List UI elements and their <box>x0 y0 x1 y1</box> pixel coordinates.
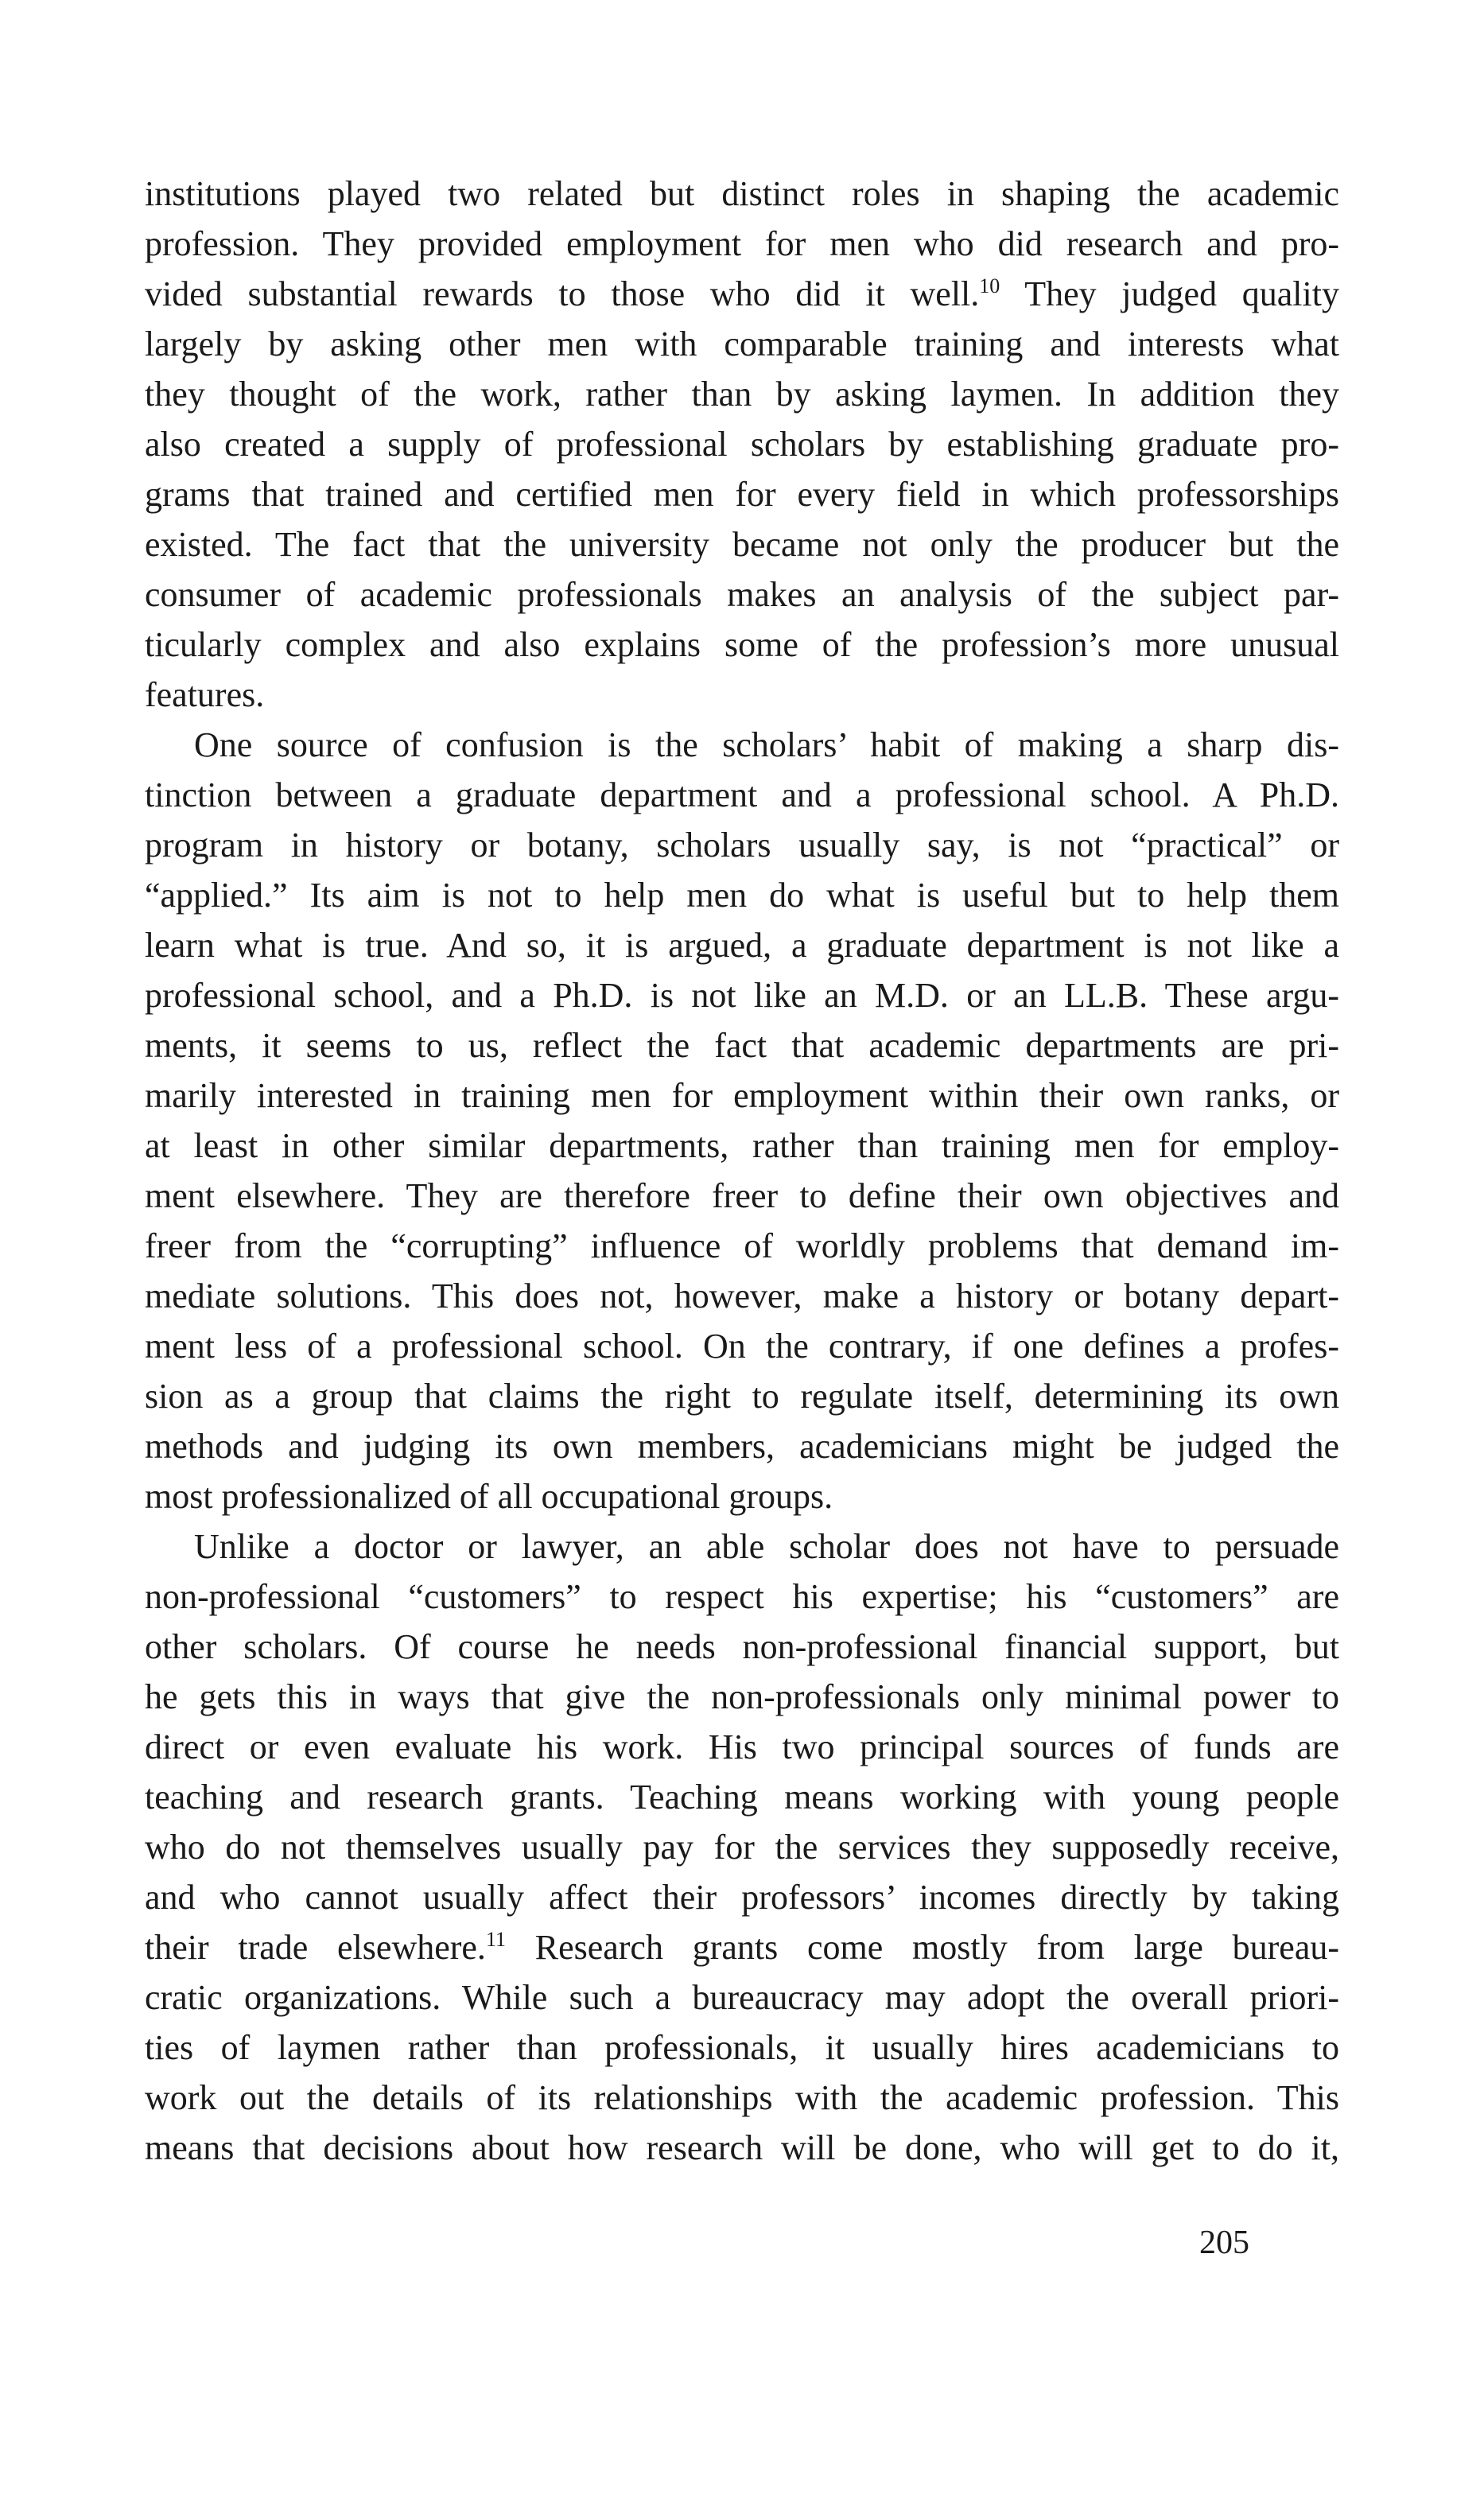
text-line: One source of confusion is the scholars’ habit of making a sharp dis- <box>194 725 1339 764</box>
text-line: consumer of academic professionals makes an analysis of the subject par- <box>145 575 1339 614</box>
footnote-marker: 11 <box>485 1928 506 1951</box>
text-line: freer from the “corrupting” influence of worldly problems that demand im- <box>145 1226 1339 1265</box>
text-line: mediate solutions. This does not, however, make a history or botany depart- <box>145 1276 1339 1315</box>
text-line: teaching and research grants. Teaching means working with young people <box>145 1778 1339 1817</box>
text-line: direct or even evaluate his work. His two principal sources of funds are <box>145 1727 1339 1766</box>
text-line: ments, it seems to us, reflect the fact that academic departments are pri- <box>145 1026 1339 1065</box>
text-line: Unlike a doctor or lawyer, an able scholar does not have to persuade <box>194 1527 1339 1566</box>
text-line: grams that trained and certified men for every field in which professorships <box>145 475 1339 514</box>
page-body <box>145 169 1339 2173</box>
text-line: other scholars. Of course he needs non-professional financial support, but <box>145 1627 1339 1666</box>
text-line <box>145 1922 1339 1972</box>
text-segment: their trade elsewhere. <box>145 1928 486 1967</box>
text-line: “applied.” Its aim is not to help men do what is useful but to help them <box>145 876 1339 915</box>
footnote-marker: 10 <box>979 274 1000 297</box>
text-segment: They judged quality <box>1000 274 1339 313</box>
page-number: 205 <box>1199 2225 1249 2261</box>
paragraph <box>145 1521 1339 2173</box>
text-line: learn what is true. And so, it is argued, a graduate department is not like a <box>145 926 1339 965</box>
text-line: sion as a group that claims the right to regulate itself, determining its own <box>145 1377 1339 1416</box>
text-line: features. <box>145 675 265 714</box>
text-line: also created a supply of professional scholars by establishing graduate pro- <box>145 425 1339 464</box>
text-segment: vided substantial rewards to those who did it well. <box>145 274 980 313</box>
paragraph <box>145 720 1339 1521</box>
text-line: cratic organizations. While such a bureaucracy may adopt the overall priori- <box>145 1978 1339 2017</box>
text-line: who do not themselves usually pay for the services they supposedly receive, <box>145 1828 1339 1867</box>
text-line: most professionalized of all occupational groups. <box>145 1477 833 1516</box>
text-line: tinction between a graduate department and a professional school. A Ph.D. <box>145 775 1339 814</box>
text-line: ment less of a professional school. On the contrary, if one defines a profes- <box>145 1327 1339 1366</box>
text-line: they thought of the work, rather than by asking laymen. In addition they <box>145 375 1339 414</box>
paragraph <box>145 169 1339 720</box>
text-line: marily interested in training men for employment within their own ranks, or <box>145 1076 1339 1115</box>
text-line: institutions played two related but distinct roles in shaping the academic <box>145 174 1339 213</box>
text-line: ties of laymen rather than professionals, it usually hires academicians to <box>145 2028 1339 2067</box>
text-line: professional school, and a Ph.D. is not like an M.D. or an LL.B. These argu- <box>145 976 1339 1015</box>
text-line: largely by asking other men with comparable training and interests what <box>145 324 1339 363</box>
text-line: existed. The fact that the university became not only the producer but the <box>145 525 1339 564</box>
text-segment: Research grants come mostly from large bureau- <box>505 1928 1339 1967</box>
text-line: at least in other similar departments, rather than training men for employ- <box>145 1126 1339 1165</box>
text-line <box>145 269 1339 319</box>
text-line: ment elsewhere. They are therefore freer to define their own objectives and <box>145 1176 1339 1215</box>
text-line: methods and judging its own members, academicians might be judged the <box>145 1427 1339 1466</box>
text-line: program in history or botany, scholars usually say, is not “practical” or <box>145 826 1339 865</box>
text-line: profession. They provided employment for men who did research and pro- <box>145 224 1339 263</box>
text-line: work out the details of its relationships with the academic profession. This <box>145 2078 1339 2117</box>
text-line: non-professional “customers” to respect his expertise; his “customers” are <box>145 1577 1339 1616</box>
text-line: ticularly complex and also explains some of the profession’s more unusual <box>145 625 1339 664</box>
text-line: he gets this in ways that give the non-professionals only minimal power to <box>145 1677 1339 1716</box>
text-line: and who cannot usually affect their professors’ incomes directly by taking <box>145 1878 1339 1917</box>
text-line: means that decisions about how research will be done, who will get to do it, <box>145 2128 1339 2167</box>
